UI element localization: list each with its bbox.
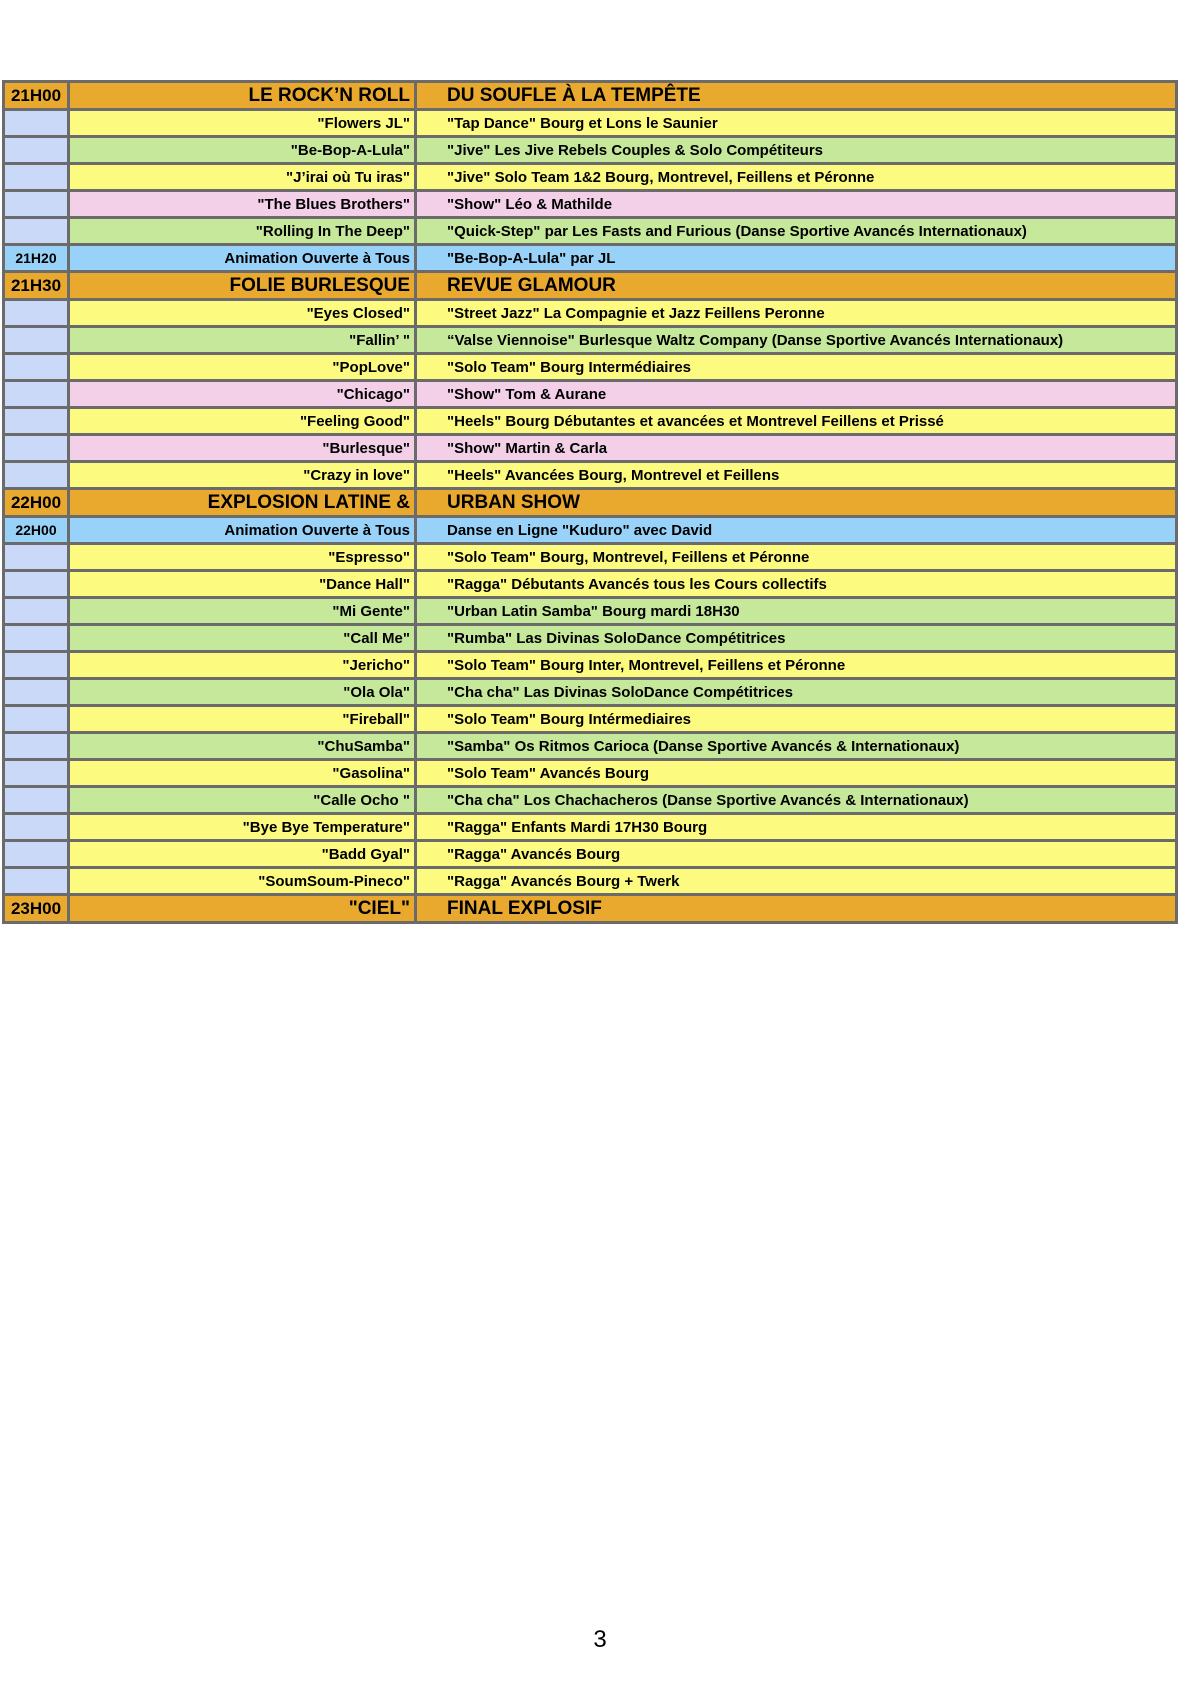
title-cell: Animation Ouverte à Tous <box>69 517 416 544</box>
time-cell <box>4 191 69 218</box>
time-cell <box>4 110 69 137</box>
program-row <box>4 868 1177 895</box>
description-cell: "Heels" Bourg Débutantes et avancées et Montrevel Feillens et Prissé <box>416 408 1177 435</box>
title-cell: "Chicago" <box>69 381 416 408</box>
description-cell: "Samba" Os Ritmos Carioca (Danse Sportive Avancés & Internationaux) <box>416 733 1177 760</box>
description-cell: "Cha cha" Los Chachacheros (Danse Sportive Avancés & Internationaux) <box>416 787 1177 814</box>
title-cell: "Crazy in love" <box>69 462 416 489</box>
program-sheet <box>2 80 1178 924</box>
title-cell: "Fireball" <box>69 706 416 733</box>
program-row <box>4 733 1177 760</box>
title-cell: "Flowers JL" <box>69 110 416 137</box>
description-cell: Danse en Ligne "Kuduro" avec David <box>416 517 1177 544</box>
program-table-body <box>4 82 1177 923</box>
description-cell: “Valse Viennoise" Burlesque Waltz Company (Danse Sportive Avancés Internationaux) <box>416 327 1177 354</box>
description-cell: "Street Jazz" La Compagnie et Jazz Feillens Peronne <box>416 300 1177 327</box>
title-cell: "J’irai où Tu iras" <box>69 164 416 191</box>
time-cell <box>4 381 69 408</box>
time-cell: 21H20 <box>4 245 69 272</box>
time-cell <box>4 706 69 733</box>
title-cell: "Rolling In The Deep" <box>69 218 416 245</box>
time-cell <box>4 462 69 489</box>
section-row <box>4 272 1177 300</box>
description-cell: "Solo Team" Bourg Intermédiaires <box>416 354 1177 381</box>
description-cell: "Solo Team" Bourg Inter, Montrevel, Feillens et Péronne <box>416 652 1177 679</box>
description-cell: "Heels" Avancées Bourg, Montrevel et Feillens <box>416 462 1177 489</box>
time-cell <box>4 544 69 571</box>
time-cell <box>4 571 69 598</box>
program-table <box>2 80 1178 924</box>
program-row <box>4 408 1177 435</box>
program-row <box>4 760 1177 787</box>
section-row <box>4 895 1177 923</box>
title-cell: "PopLove" <box>69 354 416 381</box>
program-row <box>4 544 1177 571</box>
time-cell <box>4 787 69 814</box>
time-cell <box>4 164 69 191</box>
time-cell <box>4 760 69 787</box>
program-row <box>4 327 1177 354</box>
time-cell <box>4 300 69 327</box>
description-cell: "Ragga" Avancés Bourg <box>416 841 1177 868</box>
time-cell <box>4 814 69 841</box>
description-cell: "Jive" Solo Team 1&2 Bourg, Montrevel, Feillens et Péronne <box>416 164 1177 191</box>
title-cell: "SoumSoum-Pineco" <box>69 868 416 895</box>
time-cell: 22H00 <box>4 489 69 517</box>
animation-row <box>4 245 1177 272</box>
program-row <box>4 679 1177 706</box>
title-cell: Animation Ouverte à Tous <box>69 245 416 272</box>
program-row <box>4 652 1177 679</box>
description-cell: "Rumba" Las Divinas SoloDance Compétitrices <box>416 625 1177 652</box>
title-cell: "Mi Gente" <box>69 598 416 625</box>
description-cell: REVUE GLAMOUR <box>416 272 1177 300</box>
title-cell: "CIEL" <box>69 895 416 923</box>
section-row <box>4 82 1177 110</box>
time-cell <box>4 679 69 706</box>
time-cell <box>4 598 69 625</box>
title-cell: "Burlesque" <box>69 435 416 462</box>
page-number: 3 <box>593 1626 607 1653</box>
program-row <box>4 381 1177 408</box>
title-cell: FOLIE BURLESQUE <box>69 272 416 300</box>
program-row <box>4 462 1177 489</box>
time-cell: 22H00 <box>4 517 69 544</box>
time-cell: 23H00 <box>4 895 69 923</box>
program-row <box>4 354 1177 381</box>
title-cell: LE ROCK’N ROLL <box>69 82 416 110</box>
time-cell <box>4 733 69 760</box>
description-cell: "Solo Team" Bourg, Montrevel, Feillens et Péronne <box>416 544 1177 571</box>
program-row <box>4 841 1177 868</box>
description-cell: "Jive" Les Jive Rebels Couples & Solo Compétiteurs <box>416 137 1177 164</box>
title-cell: "The Blues Brothers" <box>69 191 416 218</box>
time-cell <box>4 652 69 679</box>
program-row <box>4 435 1177 462</box>
program-row <box>4 110 1177 137</box>
description-cell: DU SOUFLE À LA TEMPÊTE <box>416 82 1177 110</box>
description-cell: "Ragga" Débutants Avancés tous les Cours collectifs <box>416 571 1177 598</box>
description-cell: "Solo Team" Avancés Bourg <box>416 760 1177 787</box>
time-cell <box>4 354 69 381</box>
description-cell: "Quick-Step" par Les Fasts and Furious (Danse Sportive Avancés Internationaux) <box>416 218 1177 245</box>
title-cell: "Calle Ocho " <box>69 787 416 814</box>
description-cell: "Tap Dance" Bourg et Lons le Saunier <box>416 110 1177 137</box>
program-row <box>4 137 1177 164</box>
title-cell: "Ola Ola" <box>69 679 416 706</box>
description-cell: URBAN SHOW <box>416 489 1177 517</box>
program-row <box>4 571 1177 598</box>
program-row <box>4 218 1177 245</box>
program-row <box>4 191 1177 218</box>
time-cell <box>4 625 69 652</box>
title-cell: EXPLOSION LATINE & <box>69 489 416 517</box>
title-cell: "Jericho" <box>69 652 416 679</box>
title-cell: "Bye Bye Temperature" <box>69 814 416 841</box>
time-cell <box>4 435 69 462</box>
title-cell: "ChuSamba" <box>69 733 416 760</box>
title-cell: "Fallin’ " <box>69 327 416 354</box>
animation-row <box>4 517 1177 544</box>
program-row <box>4 706 1177 733</box>
time-cell <box>4 841 69 868</box>
section-row <box>4 489 1177 517</box>
title-cell: "Eyes Closed" <box>69 300 416 327</box>
program-row <box>4 625 1177 652</box>
time-cell <box>4 137 69 164</box>
time-cell <box>4 868 69 895</box>
description-cell: "Ragga" Avancés Bourg + Twerk <box>416 868 1177 895</box>
title-cell: "Dance Hall" <box>69 571 416 598</box>
time-cell <box>4 327 69 354</box>
description-cell: "Urban Latin Samba" Bourg mardi 18H30 <box>416 598 1177 625</box>
title-cell: "Badd Gyal" <box>69 841 416 868</box>
time-cell: 21H30 <box>4 272 69 300</box>
program-row <box>4 787 1177 814</box>
time-cell <box>4 218 69 245</box>
description-cell: "Solo Team" Bourg Intérmediaires <box>416 706 1177 733</box>
description-cell: "Show" Léo & Mathilde <box>416 191 1177 218</box>
time-cell: 21H00 <box>4 82 69 110</box>
description-cell: "Ragga" Enfants Mardi 17H30 Bourg <box>416 814 1177 841</box>
title-cell: "Gasolina" <box>69 760 416 787</box>
title-cell: "Call Me" <box>69 625 416 652</box>
program-row <box>4 164 1177 191</box>
description-cell: "Be-Bop-A-Lula" par JL <box>416 245 1177 272</box>
program-row <box>4 300 1177 327</box>
description-cell: "Show" Martin & Carla <box>416 435 1177 462</box>
program-row <box>4 598 1177 625</box>
title-cell: "Espresso" <box>69 544 416 571</box>
title-cell: "Be-Bop-A-Lula" <box>69 137 416 164</box>
time-cell <box>4 408 69 435</box>
description-cell: "Show" Tom & Aurane <box>416 381 1177 408</box>
description-cell: FINAL EXPLOSIF <box>416 895 1177 923</box>
program-row <box>4 814 1177 841</box>
description-cell: "Cha cha" Las Divinas SoloDance Compétitrices <box>416 679 1177 706</box>
title-cell: "Feeling Good" <box>69 408 416 435</box>
